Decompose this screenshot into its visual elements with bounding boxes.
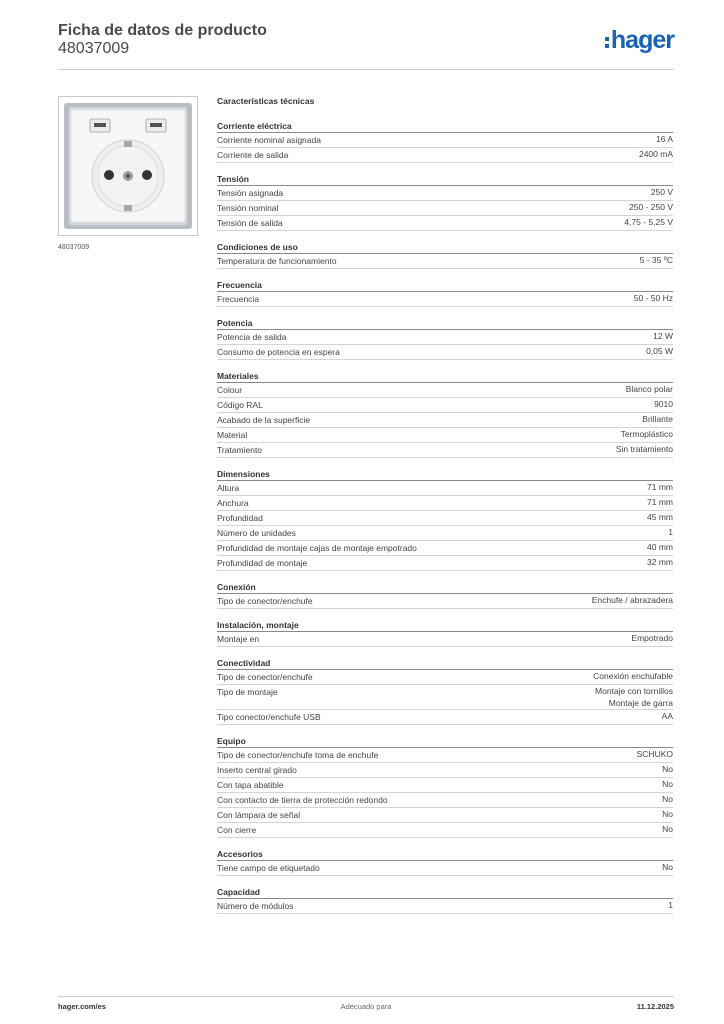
- spec-row: [217, 763, 673, 778]
- spec-label: Tipo de conector/enchufe toma de enchufe: [217, 750, 379, 760]
- spec-row: [217, 685, 673, 710]
- hager-logo: [605, 26, 674, 55]
- spec-label: Tipo de montaje: [217, 687, 278, 697]
- spec-value: 9010: [654, 399, 673, 409]
- page-footer: [58, 996, 674, 1010]
- spec-section: [217, 370, 673, 458]
- spec-value: No: [662, 764, 673, 774]
- product-image: [58, 96, 198, 236]
- spec-value: Montaje con tornillos Montaje de garra: [595, 686, 673, 708]
- spec-row: [217, 330, 673, 345]
- section-title: Instalación, montaje: [217, 619, 673, 632]
- spec-value: 1: [668, 900, 673, 910]
- spec-row: [217, 186, 673, 201]
- section-title: Condiciones de uso: [217, 241, 673, 254]
- spec-row: [217, 556, 673, 571]
- spec-value: Termoplástico: [620, 429, 673, 439]
- spec-label: Corriente nominal asignada: [217, 135, 321, 145]
- logo-dots-icon: [605, 37, 609, 48]
- spec-row: [217, 201, 673, 216]
- section-title: Potencia: [217, 317, 673, 330]
- spec-section: [217, 735, 673, 838]
- spec-row: [217, 594, 673, 609]
- specs-title: Características técnicas: [217, 96, 315, 106]
- spec-section: [217, 173, 673, 231]
- spec-value: Enchufe / abrazadera: [591, 595, 673, 605]
- spec-value: Blanco polar: [625, 384, 673, 394]
- spec-row: [217, 511, 673, 526]
- spec-row: [217, 398, 673, 413]
- spec-label: Material: [217, 430, 248, 440]
- spec-label: Con tapa abatible: [217, 780, 284, 790]
- product-code: 48037009: [58, 40, 130, 57]
- spec-label: Acabado de la superficie: [217, 415, 311, 425]
- spec-row: [217, 254, 673, 269]
- spec-label: Inserto central girado: [217, 765, 297, 775]
- spec-label: Tensión asignada: [217, 188, 284, 198]
- spec-value: Empotrado: [631, 633, 673, 643]
- spec-value: No: [662, 779, 673, 789]
- section-title: Dimensiones: [217, 468, 673, 481]
- spec-value: 71 mm: [647, 497, 673, 507]
- spec-value: No: [662, 794, 673, 804]
- section-title: Conexión: [217, 581, 673, 594]
- spec-section: [217, 848, 673, 876]
- spec-value: 0,05 W: [646, 346, 673, 356]
- spec-row: [217, 443, 673, 458]
- spec-value: 2400 mA: [638, 149, 673, 159]
- spec-label: Tiene campo de etiquetado: [217, 863, 320, 873]
- spec-row: [217, 526, 673, 541]
- footer-note: Adecuado para: [340, 1002, 392, 1011]
- spec-row: [217, 793, 673, 808]
- spec-sections: [217, 120, 673, 914]
- spec-row: [217, 413, 673, 428]
- spec-value: 16 A: [655, 134, 673, 144]
- section-title: Frecuencia: [217, 279, 673, 292]
- image-caption: 48037009: [58, 244, 90, 251]
- section-title: Corriente eléctrica: [217, 120, 673, 133]
- spec-label: Número de unidades: [217, 528, 296, 538]
- spec-label: Tipo de conector/enchufe: [217, 672, 313, 682]
- spec-section: [217, 581, 673, 609]
- spec-row: [217, 541, 673, 556]
- spec-row: [217, 292, 673, 307]
- spec-row: [217, 748, 673, 763]
- spec-row: [217, 481, 673, 496]
- spec-value: 40 mm: [647, 542, 673, 552]
- spec-label: Número de módulos: [217, 901, 294, 911]
- spec-section: [217, 619, 673, 647]
- spec-row: [217, 670, 673, 685]
- spec-row: [217, 632, 673, 647]
- spec-value: 250 - 250 V: [629, 202, 673, 212]
- spec-section: [217, 886, 673, 914]
- spec-label: Potencia de salida: [217, 332, 287, 342]
- spec-label: Anchura: [217, 498, 249, 508]
- spec-value: No: [662, 824, 673, 834]
- section-title: Equipo: [217, 735, 673, 748]
- spec-value: No: [662, 809, 673, 819]
- spec-value: AA: [661, 711, 673, 721]
- spec-label: Tipo de conector/enchufe: [217, 596, 313, 606]
- spec-value: 1: [668, 527, 673, 537]
- footer-website[interactable]: hager.com/es: [58, 1002, 106, 1011]
- spec-row: [217, 861, 673, 876]
- spec-label: Profundidad de montaje cajas de montaje empotrado: [217, 543, 417, 553]
- schuko-socket-usb-icon: [59, 97, 197, 235]
- spec-row: [217, 133, 673, 148]
- spec-value: Brillante: [642, 414, 673, 424]
- spec-value: 5 - 35 ºC: [639, 255, 673, 265]
- spec-value: 50 - 50 Hz: [633, 293, 673, 303]
- spec-section: [217, 468, 673, 571]
- spec-label: Tensión nominal: [217, 203, 279, 213]
- spec-label: Tensión de salida: [217, 218, 283, 228]
- spec-section: [217, 657, 673, 725]
- spec-value: 32 mm: [647, 557, 673, 567]
- spec-label: Profundidad de montaje: [217, 558, 308, 568]
- spec-row: [217, 808, 673, 823]
- spec-label: Con lámpara de señal: [217, 810, 301, 820]
- spec-value: 12 W: [653, 331, 673, 341]
- spec-label: Profundidad: [217, 513, 263, 523]
- spec-section: [217, 317, 673, 360]
- footer-date: 11.12.2025: [636, 1002, 674, 1011]
- spec-row: [217, 345, 673, 360]
- spec-row: [217, 496, 673, 511]
- spec-label: Tratamiento: [217, 445, 263, 455]
- page-header: [58, 22, 674, 70]
- spec-label: Tipo conector/enchufe USB: [217, 712, 321, 722]
- spec-row: [217, 899, 673, 914]
- spec-label: Colour: [217, 385, 243, 395]
- spec-value: Conexión enchufable: [593, 671, 673, 681]
- spec-value: SCHUKO: [636, 749, 673, 759]
- spec-section: [217, 279, 673, 307]
- spec-row: [217, 216, 673, 231]
- spec-value: Sin tratamiento: [615, 444, 673, 454]
- spec-section: [217, 241, 673, 269]
- spec-row: [217, 778, 673, 793]
- spec-row: [217, 428, 673, 443]
- spec-value: 45 mm: [647, 512, 673, 522]
- spec-row: [217, 148, 673, 163]
- spec-label: Temperatura de funcionamiento: [217, 256, 337, 266]
- logo-text: hager: [610, 26, 674, 54]
- spec-value: 4,75 - 5,25 V: [624, 217, 673, 227]
- spec-label: Código RAL: [217, 400, 263, 410]
- spec-label: Corriente de salida: [217, 150, 289, 160]
- spec-value: No: [662, 862, 673, 872]
- section-title: Capacidad: [217, 886, 673, 899]
- spec-label: Consumo de potencia en espera: [217, 347, 340, 357]
- section-title: Materiales: [217, 370, 673, 383]
- spec-section: [217, 120, 673, 163]
- spec-row: [217, 710, 673, 725]
- spec-label: Con cierre: [217, 825, 257, 835]
- specs-table: [217, 96, 673, 924]
- section-title: Conectividad: [217, 657, 673, 670]
- spec-label: Con contacto de tierra de protección redondo: [217, 795, 388, 805]
- document-title: Ficha de datos de producto: [58, 22, 267, 39]
- section-title: Accesorios: [217, 848, 673, 861]
- spec-row: [217, 383, 673, 398]
- spec-label: Montaje en: [217, 634, 260, 644]
- spec-label: Altura: [217, 483, 240, 493]
- spec-row: [217, 823, 673, 838]
- section-title: Tensión: [217, 173, 673, 186]
- spec-label: Frecuencia: [217, 294, 260, 304]
- spec-value: 71 mm: [647, 482, 673, 492]
- spec-value: 250 V: [650, 187, 673, 197]
